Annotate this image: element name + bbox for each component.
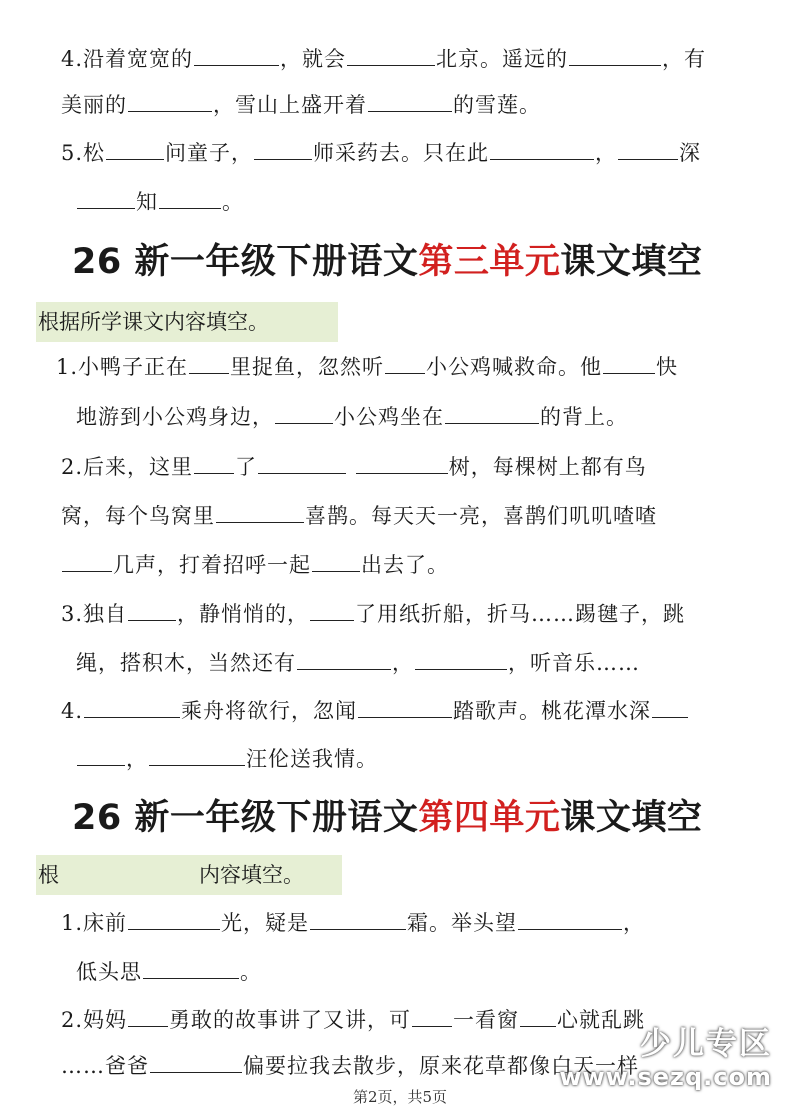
blank[interactable]	[520, 1004, 556, 1027]
blank[interactable]	[258, 451, 346, 474]
watermark-logo: 少儿专区 www.sezq.com	[559, 1026, 772, 1091]
blank[interactable]	[297, 647, 391, 670]
blank[interactable]	[84, 695, 180, 718]
blank[interactable]	[216, 500, 304, 523]
blank[interactable]	[77, 743, 125, 766]
blank[interactable]	[149, 743, 245, 766]
blank[interactable]	[412, 1004, 452, 1027]
u3-q3-line1: 3.独自 ，静悄悄的， 了用纸折船，折马……踢毽子，跳	[61, 598, 685, 629]
blank[interactable]	[618, 137, 678, 160]
u3-q3-line2: 绳，搭积木，当然还有 ， ，听音乐……	[76, 647, 640, 678]
u3-q4-line2: ， 汪伦送我情。	[76, 743, 378, 774]
u4-q2-line1: 2.妈妈 勇敢的故事讲了又讲，可 一看窗 心就乱跳	[61, 1004, 645, 1035]
blank[interactable]	[490, 137, 594, 160]
u3-q2-line3: 几声，打着招呼一起 出去了。	[61, 549, 449, 580]
blank[interactable]	[368, 89, 452, 112]
blank[interactable]	[194, 451, 234, 474]
blank[interactable]	[128, 1004, 168, 1027]
s2-q5-line2: 知 。	[76, 186, 244, 217]
blank[interactable]	[150, 1050, 242, 1073]
blank[interactable]	[128, 89, 212, 112]
blank[interactable]	[603, 351, 655, 374]
blank[interactable]	[312, 549, 360, 572]
unit4-instruction: 根 内容填空。	[36, 855, 342, 895]
blank[interactable]	[275, 401, 333, 424]
unit3-instruction: 根据所学课文内容填空。	[36, 302, 338, 342]
blank[interactable]	[518, 907, 622, 930]
page-number: 第2页，共5页	[352, 1088, 448, 1106]
blank[interactable]	[62, 549, 112, 572]
u4-q2-line2: ……爸爸 偏要拉我去散步，原来花草都像白天一样	[61, 1050, 639, 1081]
u3-q2-line2: 窝，每个鸟窝里 喜鹊。每天天一亮，喜鹊们叽叽喳喳	[61, 500, 657, 531]
blank[interactable]	[445, 401, 539, 424]
s2-q4-line1: 4.沿着宽宽的 ，就会 北京。遥远的 ，有	[61, 43, 706, 74]
u3-q1-line2: 地游到小公鸡身边， 小公鸡坐在 的背上。	[76, 401, 628, 432]
unit3-heading: 26 新一年级下册语文第三单元课文填空	[72, 242, 703, 282]
blank[interactable]	[415, 647, 507, 670]
blank[interactable]	[358, 695, 452, 718]
blank[interactable]	[189, 351, 229, 374]
blank[interactable]	[159, 186, 221, 209]
u3-q1-line1: 1.小鸭子正在 里捉鱼，忽然听 小公鸡喊救命。他 快	[56, 351, 678, 382]
blank[interactable]	[652, 695, 688, 718]
blank[interactable]	[143, 956, 239, 979]
blank[interactable]	[347, 43, 435, 66]
u3-q4-line1: 4. 乘舟将欲行，忽闻 踏歌声。桃花潭水深	[61, 695, 689, 726]
blank[interactable]	[569, 43, 661, 66]
u4-q1-line1: 1.床前 光，疑是 霜。举头望 ，	[61, 907, 645, 938]
u3-q2-line1: 2.后来，这里 了 树，每棵树上都有鸟	[61, 451, 647, 482]
blank[interactable]	[310, 907, 406, 930]
blank[interactable]	[310, 598, 354, 621]
unit4-heading: 26 新一年级下册语文第四单元课文填空	[72, 798, 703, 838]
blank[interactable]	[194, 43, 279, 66]
blank[interactable]	[77, 186, 135, 209]
blank[interactable]	[254, 137, 312, 160]
s2-q4-line2: 美丽的 ，雪山上盛开着 的雪莲。	[61, 89, 541, 120]
blank[interactable]	[385, 351, 425, 374]
blank[interactable]	[128, 907, 220, 930]
blank[interactable]	[356, 451, 448, 474]
s2-q5-line1: 5.松 问童子， 师采药去。只在此 ， 深	[61, 137, 701, 168]
u4-q1-line2: 低头思 。	[76, 956, 262, 987]
blank[interactable]	[128, 598, 176, 621]
blank[interactable]	[106, 137, 164, 160]
